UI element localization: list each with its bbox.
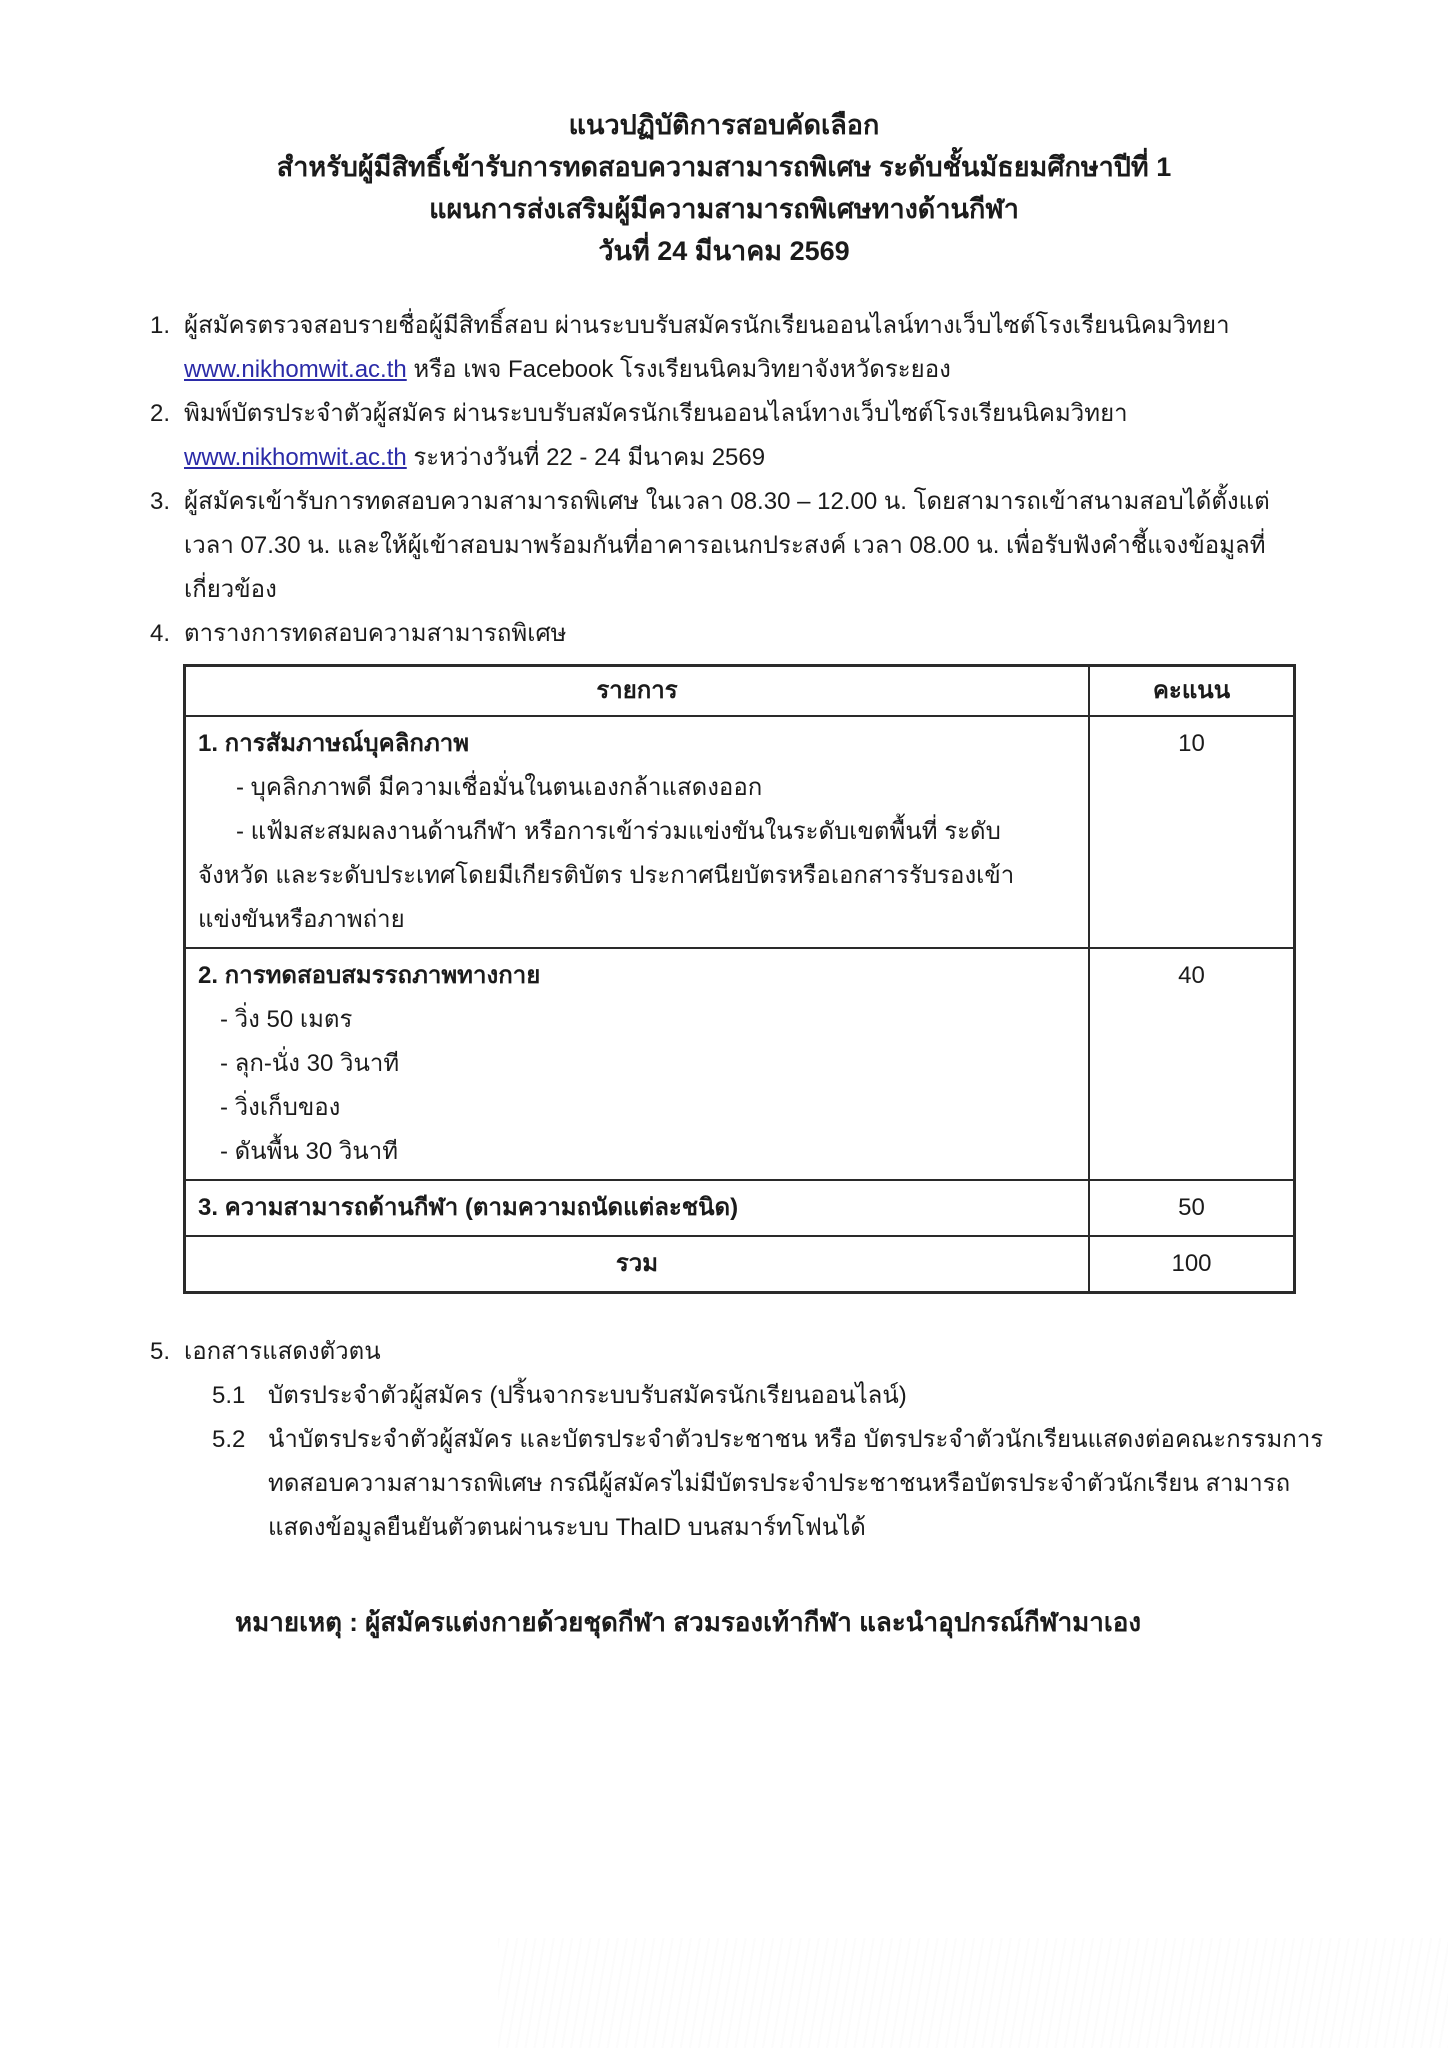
item-5-1-number: 5.1 [212, 1382, 246, 1409]
row-2-title: 2. การทดสอบสมรรถภาพทางกาย [198, 962, 541, 989]
item-4-number: 4. [150, 620, 171, 647]
list-item-2-continuation [184, 436, 1388, 480]
item-2-line-2: ระหว่างวันที่ 22 - 24 มีนาคม 2569 [406, 444, 766, 471]
list-item-5-2 [212, 1418, 1388, 1462]
title-line-audience: สำหรับผู้มีสิทธิ์เข้ารับการทดสอบความสามารถพิเศษ ระดับชั้นมัธยมศึกษาปีที่ 1 [276, 152, 1172, 182]
item-2-number: 2. [150, 400, 171, 427]
item-2-line-1: พิมพ์บัตรประจำตัวผู้สมัคร ผ่านระบบรับสมัครนักเรียนออนไลน์ทางเว็บไซต์โรงเรียนนิคมวิทยา [184, 400, 1128, 427]
row-2-detail-3: - วิ่งเก็บของ [220, 1094, 341, 1121]
score-table-header-score: คะแนน [1088, 667, 1293, 715]
row-2-detail-4: - ดันพื้น 30 วินาที [220, 1138, 399, 1165]
remark-label: หมายเหตุ : [235, 1607, 358, 1637]
item-5-number: 5. [150, 1338, 171, 1365]
row-1-score: 10 [1088, 717, 1293, 947]
list-item-5-1 [212, 1374, 1388, 1418]
title-line-date: วันที่ 24 มีนาคม 2569 [598, 236, 850, 266]
item-5-1-text: บัตรประจำตัวผู้สมัคร (ปริ้นจากระบบรับสมัครนักเรียนออนไลน์) [268, 1382, 907, 1409]
item-5-2-number: 5.2 [212, 1426, 246, 1453]
row-1-detail-2: - แฟ้มสะสมผลงานด้านกีฬา หรือการเข้าร่วมแข่งขันในระดับเขตพื้นที่ ระดับ [236, 818, 1001, 845]
item-1-website-link[interactable]: www.nikhomwit.ac.th [184, 356, 407, 383]
row-1-title: 1. การสัมภาษณ์บุคลิกภาพ [198, 730, 470, 757]
item-3-line-1: ผู้สมัครเข้ารับการทดสอบความสามารถพิเศษ ในเวลา 08.30 – 12.00 น. โดยสามารถเข้าสนามสอบได้ตั้งแต่ [184, 488, 1270, 515]
score-table [183, 664, 1296, 1294]
item-1-line-2: หรือ เพจ Facebook โรงเรียนนิคมวิทยาจังหวัดระยอง [406, 356, 951, 383]
item-1-number: 1. [150, 312, 171, 339]
item-4-line-1: ตารางการทดสอบความสามารถพิเศษ [184, 620, 567, 647]
item-5-line-1: เอกสารแสดงตัวตน [184, 1338, 381, 1365]
item-5-2-line-1: นำบัตรประจำตัวผู้สมัคร และบัตรประจำตัวประชาชน หรือ บัตรประจำตัวนักเรียนแสดงต่อคณะกรรมการ [268, 1426, 1324, 1453]
row-2-detail-1: - วิ่ง 50 เมตร [220, 1006, 353, 1033]
title-line-main: แนวปฏิบัติการสอบคัดเลือก [568, 110, 880, 140]
numbered-list [150, 304, 1388, 1550]
list-item-3 [150, 480, 1388, 524]
list-item-2 [150, 392, 1388, 436]
table-row-interview [186, 715, 1293, 947]
row-3-score: 50 [1088, 1181, 1293, 1235]
table-row-fitness [186, 947, 1293, 1179]
scan-noise-artifact [498, 1938, 1448, 2048]
row-2-detail-2: - ลุก-นั่ง 30 วินาที [220, 1050, 400, 1077]
table-row-sport-skill [186, 1179, 1293, 1235]
list-item-4 [150, 612, 1388, 656]
row-1-detail-1: - บุคลิกภาพดี มีความเชื่อมั่นในตนเองกล้าแสดงออก [236, 774, 763, 801]
score-table-header-row [186, 667, 1293, 715]
list-item-1-continuation [184, 348, 1388, 392]
row-1-detail-3: จังหวัด และระดับประเทศโดยมีเกียรติบัตร ประกาศนียบัตรหรือเอกสารรับรองเข้า [198, 862, 1015, 889]
item-2-website-link[interactable]: www.nikhomwit.ac.th [184, 444, 407, 471]
total-score: 100 [1088, 1237, 1293, 1291]
row-1-detail-4: แข่งขันหรือภาพถ่าย [198, 906, 405, 933]
list-item-3-continuation-1: เวลา 07.30 น. และให้ผู้เข้าสอบมาพร้อมกันที่อาคารอเนกประสงค์ เวลา 08.00 น. เพื่อรับฟังคำชี้แจงข้อมูลที่ [184, 532, 1266, 559]
list-item-5 [150, 1330, 1388, 1374]
document-title-block [0, 0, 1448, 272]
list-item-3-continuation-2: เกี่ยวข้อง [184, 576, 277, 603]
table-row-total [186, 1235, 1293, 1291]
item-3-number: 3. [150, 488, 171, 515]
row-2-score: 40 [1088, 949, 1293, 1179]
total-label: รวม [615, 1250, 659, 1277]
item-1-line-1: ผู้สมัครตรวจสอบรายชื่อผู้มีสิทธิ์สอบ ผ่านระบบรับสมัครนักเรียนออนไลน์ทางเว็บไซต์โรงเรียนนิคมวิทยา [184, 312, 1230, 339]
list-item-1 [150, 304, 1388, 348]
title-line-program: แผนการส่งเสริมผู้มีความสามารถพิเศษทางด้านกีฬา [429, 194, 1019, 224]
remark-line [235, 1602, 1448, 1643]
list-item-5-2-continuation-1: ทดสอบความสามารถพิเศษ กรณีผู้สมัครไม่มีบัตรประจำประชาชนหรือบัตรประจำตัวนักเรียน สามารถ [268, 1470, 1291, 1497]
score-table-header-item: รายการ [596, 677, 678, 704]
row-3-title: 3. ความสามารถด้านกีฬา (ตามความถนัดแต่ละชนิด) [198, 1194, 739, 1221]
list-item-5-2-continuation-2: แสดงข้อมูลยืนยันตัวตนผ่านระบบ ThaID บนสมาร์ทโฟนได้ [268, 1514, 866, 1541]
remark-text: ผู้สมัครแต่งกายด้วยชุดกีฬา สวมรองเท้ากีฬา และนำอุปกรณ์กีฬามาเอง [357, 1607, 1142, 1637]
